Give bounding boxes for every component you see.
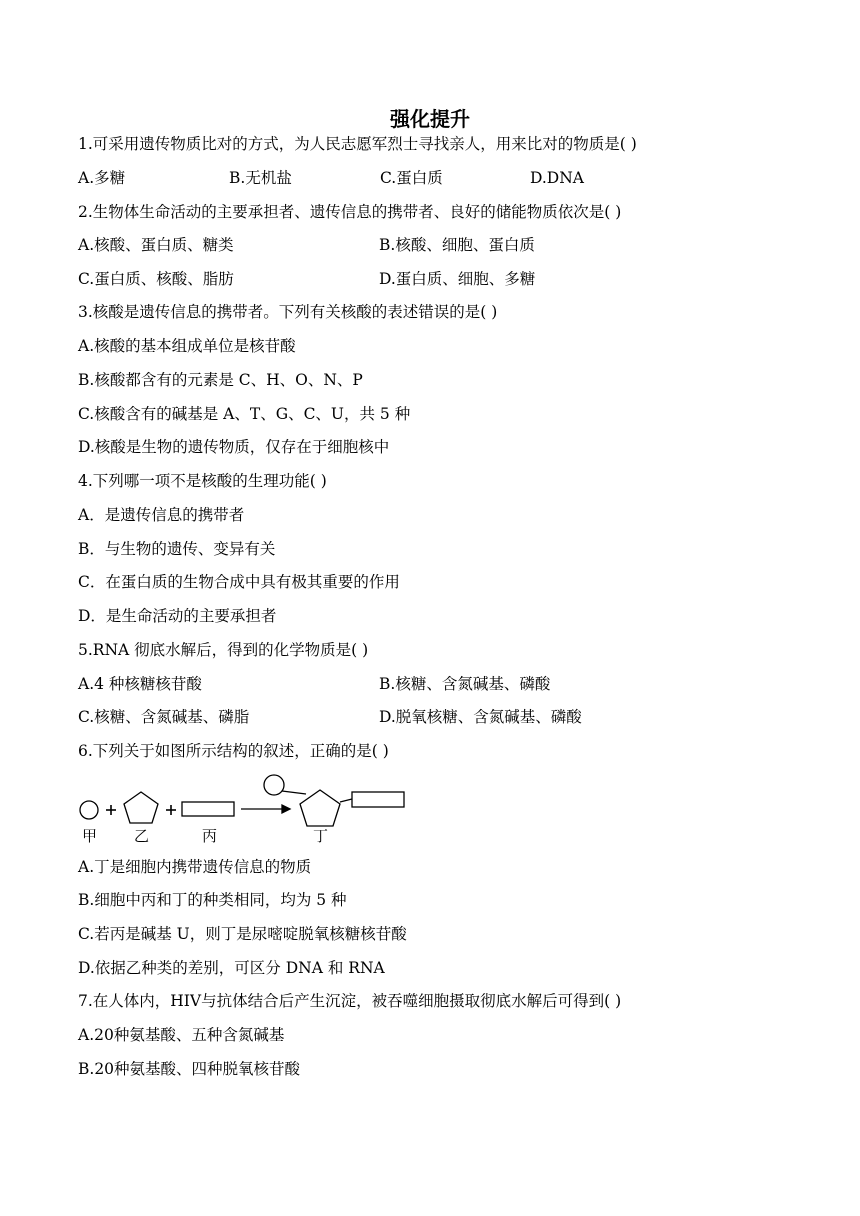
q4-option-b: B．与生物的遗传、变异有关 xyxy=(78,540,276,558)
q1-option-c: C.蛋白质 xyxy=(380,169,443,187)
q7-option-a: A.20种氨基酸、五种含氮碱基 xyxy=(78,1026,285,1044)
base-rectangle-bing xyxy=(182,802,234,816)
q3-option-c: C.核酸含有的碱基是 A、T、G、C、U，共 5 种 xyxy=(78,405,411,423)
nucleotide-diagram xyxy=(78,770,418,850)
ding-base-bond xyxy=(340,799,352,802)
q1-option-b: B.无机盐 xyxy=(229,169,292,187)
q1-option-d: D.DNA xyxy=(530,169,584,187)
q7-stem: 7.在人体内，HIV与抗体结合后产生沉淀，被吞噬细胞摄取彻底水解后可得到( ) xyxy=(78,992,622,1010)
label-bing: 丙 xyxy=(202,827,218,845)
q3-stem: 3.核酸是遗传信息的携带者。下列有关核酸的表述错误的是( ) xyxy=(78,303,498,321)
q4-option-a: A．是遗传信息的携带者 xyxy=(78,506,245,524)
ding-sugar-pentagon xyxy=(300,790,340,826)
q2-option-c: C.蛋白质、核酸、脂肪 xyxy=(78,270,234,288)
q6-stem: 6.下列关于如图所示结构的叙述，正确的是( ) xyxy=(78,742,389,760)
q6-option-a: A.丁是细胞内携带遗传信息的物质 xyxy=(78,858,312,876)
q5-option-c: C.核糖、含氮碱基、磷脂 xyxy=(78,708,250,726)
label-jia: 甲 xyxy=(82,827,98,845)
q1-options xyxy=(78,168,778,188)
q6-option-c: C.若丙是碱基 U，则丁是尿嘧啶脱氧核糖核苷酸 xyxy=(78,925,407,943)
q3-option-b: B.核酸都含有的元素是 C、H、O、N、P xyxy=(78,371,363,389)
q5-option-a: A.4 种核糖核苷酸 xyxy=(78,675,202,693)
q1-stem: 1.可采用遗传物质比对的方式，为人民志愿军烈士寻找亲人，用来比对的物质是( ) xyxy=(78,135,637,153)
q3-option-d: D.核酸是生物的遗传物质，仅存在于细胞核中 xyxy=(78,438,390,456)
q3-option-a: A.核酸的基本组成单位是核苷酸 xyxy=(78,337,296,355)
q5-options-row2 xyxy=(78,707,778,727)
q7-option-b: B.20种氨基酸、四种脱氧核苷酸 xyxy=(78,1060,301,1078)
plus-sign-1 xyxy=(106,805,116,815)
label-ding: 丁 xyxy=(313,827,329,845)
q4-option-c: C．在蛋白质的生物合成中具有极其重要的作用 xyxy=(78,573,400,591)
plus-sign-2 xyxy=(166,805,176,815)
q6-option-d: D.依据乙种类的差别，可区分 DNA 和 RNA xyxy=(78,959,385,977)
q1-option-a: A.多糖 xyxy=(78,169,126,187)
ding-phosphate-bond xyxy=(282,791,306,794)
q2-option-d: D.蛋白质、细胞、多糖 xyxy=(379,270,536,288)
q2-stem: 2.生物体生命活动的主要承担者、遗传信息的携带者、良好的储能物质依次是( ) xyxy=(78,203,622,221)
sugar-pentagon-yi xyxy=(124,792,158,823)
q5-options-row1 xyxy=(78,674,778,694)
label-yi: 乙 xyxy=(134,827,150,845)
ding-base-rectangle xyxy=(352,792,404,807)
page-title: 强化提升 xyxy=(390,107,470,131)
q2-options-row1 xyxy=(78,235,778,255)
q5-stem: 5.RNA 彻底水解后，得到的化学物质是( ) xyxy=(78,641,369,659)
q2-option-b: B.核酸、细胞、蛋白质 xyxy=(379,236,535,254)
q6-option-b: B.细胞中丙和丁的种类相同，均为 5 种 xyxy=(78,891,347,909)
q4-option-d: D．是生命活动的主要承担者 xyxy=(78,607,277,625)
q5-option-b: B.核糖、含氮碱基、磷酸 xyxy=(379,675,551,693)
q5-option-d: D.脱氧核糖、含氮碱基、磷酸 xyxy=(379,708,582,726)
q4-stem: 4.下列哪一项不是核酸的生理功能( ) xyxy=(78,472,327,490)
q2-option-a: A.核酸、蛋白质、糖类 xyxy=(78,236,234,254)
q2-options-row2 xyxy=(78,269,778,289)
reaction-arrow xyxy=(241,805,290,813)
phosphate-circle-jia xyxy=(80,801,98,819)
ding-phosphate-circle xyxy=(264,775,284,795)
